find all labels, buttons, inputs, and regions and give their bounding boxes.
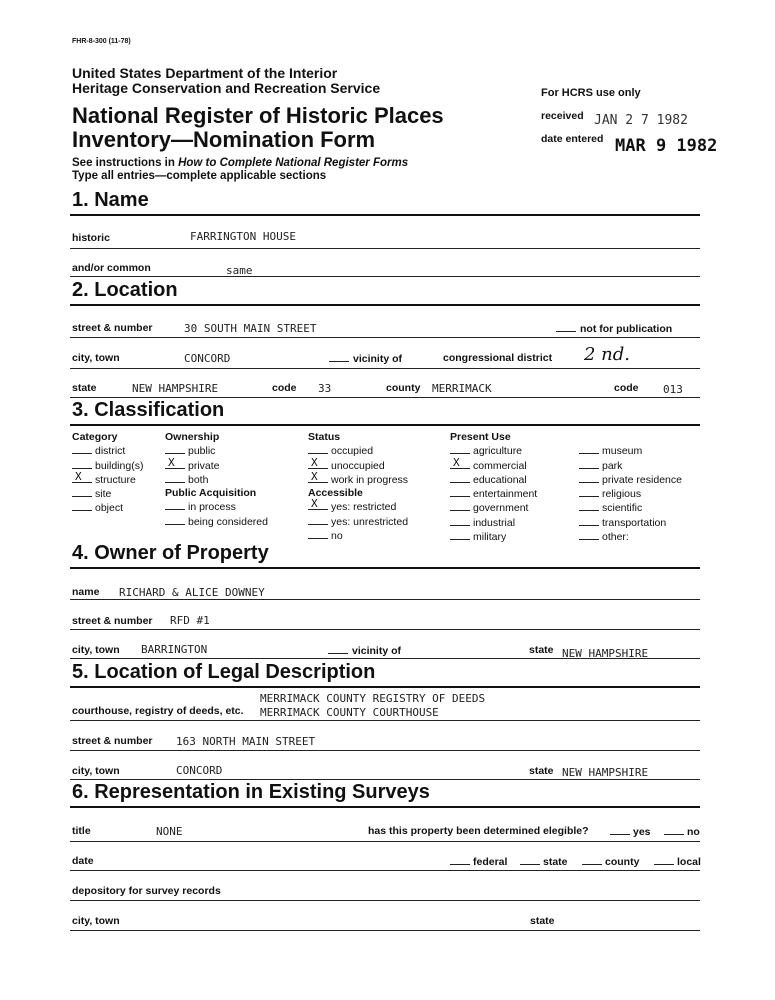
courthouse-value-line-2: MERRIMACK COUNTY COURTHOUSE	[260, 706, 439, 719]
form-title-line-1: National Register of Historic Places	[72, 103, 444, 128]
category-structure: X structure	[72, 473, 143, 487]
accessible-heading: Accessible	[308, 487, 363, 500]
location-code2-label: code	[614, 382, 639, 394]
depository-label: depository for survey records	[72, 885, 221, 897]
owner-city-value: BARRINGTON	[141, 643, 208, 656]
use-museum: museum	[579, 444, 682, 458]
category-district: district	[72, 444, 143, 458]
legal-street-line	[70, 750, 700, 751]
location-vicinity: vicinity of	[329, 352, 402, 365]
category-building: building(s)	[72, 459, 143, 473]
category-site: site	[72, 487, 143, 501]
use-private-residence: private residence	[579, 473, 682, 487]
instructions-line-2: Type all entries—complete applicable sections	[72, 170, 327, 182]
use-commercial: X commercial	[450, 459, 537, 473]
legal-street-value: 163 NORTH MAIN STREET	[176, 735, 316, 748]
owner-city-label: city, town	[72, 644, 120, 656]
section-4-divider	[70, 567, 700, 569]
use-transportation: transportation	[579, 516, 682, 530]
survey-title-value: NONE	[156, 825, 183, 838]
instructions-line-1: See instructions in How to Complete National Register Forms	[72, 157, 409, 169]
present-use-column-1	[450, 431, 537, 544]
acquisition-in-process: in process	[165, 500, 268, 514]
legal-state-value: NEW HAMPSHIRE	[562, 766, 649, 779]
use-other: other:	[579, 530, 682, 544]
owner-city-line	[70, 658, 700, 659]
survey-date-label: date	[72, 855, 94, 867]
location-city-label: city, town	[72, 352, 120, 364]
use-government: government	[450, 501, 537, 515]
location-city-value: CONCORD	[184, 352, 231, 365]
section-4-heading: 4. Owner of Property	[72, 542, 269, 564]
not-for-publication: not for publication	[556, 322, 672, 335]
use-industrial: industrial	[450, 516, 537, 530]
congressional-district-value: 2 nd.	[584, 344, 631, 365]
survey-date-line	[70, 870, 700, 871]
legal-street-label: street & number	[72, 735, 153, 747]
section-1-divider	[70, 214, 700, 216]
owner-name-line	[70, 599, 700, 600]
survey-federal: federal	[450, 855, 507, 868]
ownership-public: public	[165, 444, 268, 458]
accessible-restricted: X yes: restricted	[308, 500, 408, 514]
legal-city-label: city, town	[72, 765, 120, 777]
section-2-heading: 2. Location	[72, 279, 178, 301]
survey-local: local	[654, 855, 701, 868]
location-code-value: 33	[318, 382, 332, 395]
instructions-italic: How to Complete National Register Forms	[178, 157, 409, 169]
location-county-label: county	[386, 382, 421, 394]
owner-street-label: street & number	[72, 615, 153, 627]
section-2-divider	[70, 304, 700, 306]
ownership-both: both	[165, 473, 268, 487]
use-entertainment: entertainment	[450, 487, 537, 501]
depository-line	[70, 900, 700, 901]
status-heading: Status	[308, 431, 341, 443]
historic-label: historic	[72, 232, 110, 244]
common-name-line	[70, 276, 700, 277]
legal-state-label: state	[529, 765, 554, 777]
courthouse-value-line-1: MERRIMACK COUNTY REGISTRY OF DEEDS	[260, 692, 486, 705]
status-work-in-progress: X work in progress	[308, 473, 408, 487]
owner-state-label: state	[529, 644, 554, 656]
common-name-value: same	[226, 264, 253, 277]
location-street-label: street & number	[72, 322, 153, 334]
status-column	[308, 431, 408, 543]
section-5-divider	[70, 686, 700, 688]
category-object: object	[72, 501, 143, 515]
common-name-label: and/or common	[72, 262, 151, 274]
owner-name-value: RICHARD & ALICE DOWNEY	[119, 586, 265, 599]
date-entered-label: date entered	[541, 133, 604, 145]
received-label: received	[541, 110, 584, 122]
office-use-heading: For HCRS use only	[541, 87, 641, 99]
owner-name-label: name	[72, 586, 100, 598]
courthouse-line	[70, 720, 700, 721]
location-state-line	[70, 397, 700, 398]
use-military: military	[450, 530, 537, 544]
agency-line-1: United States Department of the Interior	[72, 65, 338, 81]
location-county-value: MERRIMACK	[432, 382, 492, 395]
accessible-no: no	[308, 529, 408, 543]
location-state-label: state	[72, 382, 97, 394]
status-unoccupied: X unoccupied	[308, 459, 408, 473]
section-6-divider	[70, 806, 700, 808]
legal-city-value: CONCORD	[176, 764, 223, 777]
location-code2-value: 013	[663, 383, 683, 396]
courthouse-label: courthouse, registry of deeds, etc.	[72, 705, 244, 717]
present-use-heading: Present Use	[450, 431, 511, 443]
accessible-unrestricted: yes: unrestricted	[308, 515, 408, 529]
category-column	[72, 431, 143, 516]
congressional-district-label: congressional district	[443, 352, 553, 364]
public-acquisition-heading: Public Acquisition	[165, 487, 257, 500]
ownership-private: X private	[165, 459, 268, 473]
agency-line-2: Heritage Conservation and Recreation Service	[72, 80, 381, 96]
historic-line	[70, 248, 700, 249]
survey-city-label: city, town	[72, 915, 120, 927]
section-3-heading: 3. Classification	[72, 399, 225, 421]
owner-state-value: NEW HAMPSHIRE	[562, 647, 649, 660]
historic-value: FARRINGTON HOUSE	[190, 230, 296, 243]
status-occupied: occupied	[308, 444, 408, 458]
survey-county: county	[582, 855, 639, 868]
eligible-no: no	[664, 825, 700, 838]
eligible-yes: yes	[610, 825, 651, 838]
form-number: FHR-8-300 (11-78)	[72, 38, 131, 45]
eligible-question: has this property been determined elegible?	[368, 825, 589, 837]
location-street-line	[70, 337, 700, 338]
location-city-line	[70, 368, 700, 369]
location-street-value: 30 SOUTH MAIN STREET	[184, 322, 317, 335]
section-5-heading: 5. Location of Legal Description	[72, 661, 376, 683]
use-agriculture: agriculture	[450, 444, 537, 458]
owner-vicinity: vicinity of	[328, 644, 401, 657]
form-title-line-2: Inventory—Nomination Form	[72, 127, 376, 152]
ownership-column	[165, 431, 268, 529]
ownership-heading: Ownership	[165, 431, 220, 443]
section-6-heading: 6. Representation in Existing Surveys	[72, 781, 430, 803]
received-stamp: JAN 2 7 1982	[594, 113, 688, 128]
location-code-label: code	[272, 382, 297, 394]
survey-state: state	[520, 855, 568, 868]
acquisition-being-considered: being considered	[165, 515, 268, 529]
use-educational: educational	[450, 473, 537, 487]
use-religious: religious	[579, 487, 682, 501]
location-state-value: NEW HAMPSHIRE	[132, 382, 219, 395]
present-use-column-2	[579, 444, 682, 544]
survey-title-label: title	[72, 825, 91, 837]
owner-street-value: RFD #1	[170, 614, 210, 627]
owner-street-line	[70, 629, 700, 630]
category-heading: Category	[72, 431, 118, 443]
date-entered-stamp: MAR 9 1982	[615, 136, 718, 156]
survey-state-label: state	[530, 915, 555, 927]
use-scientific: scientific	[579, 501, 682, 515]
section-1-heading: 1. Name	[72, 189, 149, 211]
survey-city-line	[70, 930, 700, 931]
section-3-divider	[70, 424, 700, 426]
legal-city-line	[70, 779, 700, 780]
survey-title-line	[70, 841, 700, 842]
use-park: park	[579, 459, 682, 473]
